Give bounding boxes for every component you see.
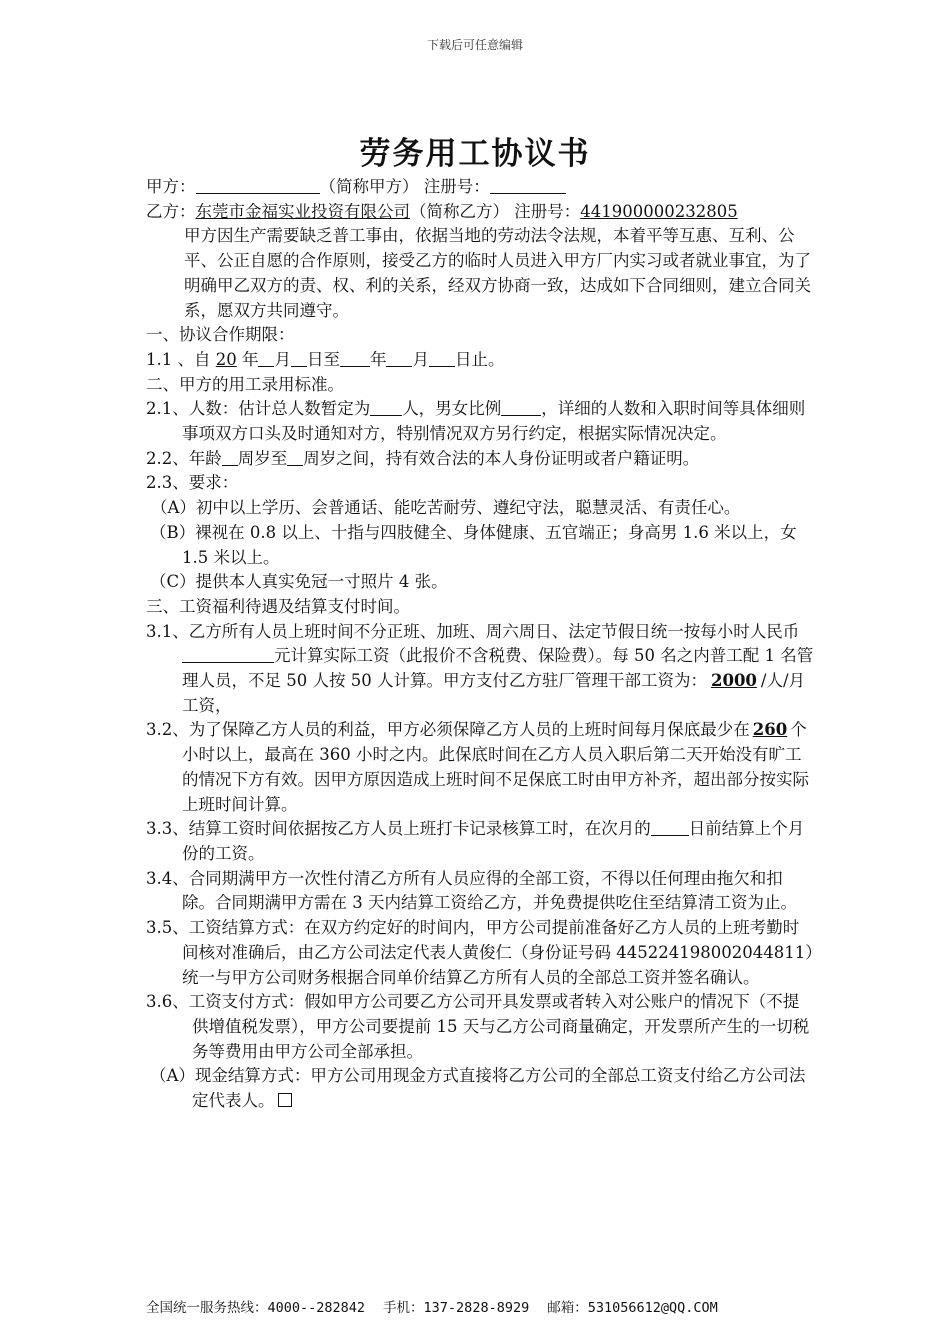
clause-2-2-text: 2.2、年龄 — [146, 448, 222, 468]
party-a-reg-blank[interactable] — [490, 177, 566, 194]
document-body — [146, 175, 814, 1114]
max-age-blank[interactable] — [287, 449, 303, 466]
start-day-blank[interactable] — [291, 350, 307, 367]
end-month-blank[interactable] — [386, 350, 412, 367]
clause-1-1 — [146, 348, 814, 373]
clause-3-3 — [146, 817, 814, 866]
clause-2-3: 2.3、要求： — [146, 473, 239, 493]
footer-mobile: 手机：137-2828-8929 — [383, 1300, 530, 1316]
clause-1-1-text: 年 — [236, 349, 259, 369]
clause-1-1-text: 月 — [274, 349, 291, 369]
gender-ratio-blank[interactable] — [501, 399, 541, 416]
checkbox-icon[interactable] — [278, 1093, 292, 1107]
party-a-name-blank[interactable] — [196, 177, 320, 194]
requirement-a: （A）初中以上学历、会普通话、能吃苦耐劳、遵纪守法，聪慧灵活、有责任心。 — [151, 498, 741, 518]
clause-2-1 — [146, 397, 814, 446]
start-year-value: 20 — [215, 349, 237, 369]
clause-3-1-text: /人/月工资， — [182, 671, 806, 715]
clause-3-2-text: 个小时以上，最高在 360 小时之内。此保底时间在乙方人员入职后第二天开始没有旷工的情况下方有效。因甲方原因造成上班时间不足保底工时由甲方补齐，超出部分按实际上班时间计算。 — [182, 720, 809, 814]
clause-3-6-a — [146, 1064, 814, 1113]
clause-2-1-text: ，详细的人数和入职时间等具体细则事项双方口头及时通知对方，特别情况双方另行约定，根据实际情况决定。 — [182, 399, 806, 444]
footer — [146, 1296, 846, 1316]
clause-2-2 — [146, 447, 814, 472]
clause-2-1-text: 人，男女比例 — [402, 399, 502, 419]
clause-1-1-text: 月 — [412, 349, 429, 369]
clause-1-1-text: 年 — [369, 349, 387, 369]
party-a-line — [146, 175, 814, 200]
party-b-mid: （简称乙方） 注册号： — [410, 201, 581, 221]
party-b-line — [146, 200, 814, 225]
section-3-heading: 三、工资福利待遇及结算支付时间。 — [146, 596, 410, 616]
clause-1-1-text: 日止。 — [454, 349, 505, 369]
intro-paragraph: 甲方因生产需要缺乏普工事由，依据当地的劳动法令法规，本着平等互惠、互利、公平、公正自愿的合作原则，接受乙方的临时人员进入甲方厂内实习或者就业事宜，为了明确甲乙双方的责、权、利的关系，经双方协商一致，达成如下合同细则，建立合同关系，愿双方共同遵守。 — [184, 226, 811, 320]
clause-3-1-text: 3.1、乙方所有人员上班时间不分正班、加班、周六周日、法定节假日统一按每小时人民币 — [146, 621, 800, 641]
clause-1-1-text: 日至 — [306, 349, 340, 369]
manager-salary-value: 2000 — [710, 671, 757, 691]
clause-3-1-text: 元计算实际工资（此报价不含税费、保险费）。每 50 名之内普工配 1 名管理人员，不足 50 人按 50 人计算。甲方支付乙方驻厂管理干部工资为： — [182, 646, 814, 691]
min-hours-value: 260 — [752, 720, 788, 740]
requirement-c: （C）提供本人真实免冠一寸照片 4 张。 — [150, 572, 448, 592]
party-b-reg-no: 441900000232805 — [580, 201, 738, 221]
clause-1-1-text: 1.1 、自 — [146, 349, 216, 369]
document-title: 劳务用工协议书 — [359, 136, 591, 172]
pay-day-blank[interactable] — [651, 819, 689, 836]
end-year-blank[interactable] — [340, 350, 370, 367]
party-a-label: 甲方： — [146, 177, 196, 196]
clause-3-4: 3.4、合同期满甲方一次性付清乙方所有人员应得的全部工资，不得以任何理由拖欠和扣除。合同期满甲方需在 3 天内结算工资给乙方，并免费提供吃住至结算清工资为止。 — [146, 868, 797, 913]
clause-2-2-text: 周岁至 — [237, 448, 288, 468]
footer-email: 邮箱：531056612@QQ.COM — [547, 1300, 718, 1316]
headcount-blank[interactable] — [370, 399, 402, 416]
footer-hotline: 全国统一服务热线：4000--282842 — [146, 1300, 366, 1316]
clause-2-2-text: 周岁之间，持有效合法的本人身份证明或者户籍证明。 — [303, 448, 700, 468]
clause-3-2 — [146, 718, 814, 817]
hourly-rate-blank[interactable] — [182, 646, 274, 663]
clause-3-3-text: 日前结算上个月份的工资。 — [182, 819, 805, 863]
min-age-blank[interactable] — [222, 449, 238, 466]
clause-3-1 — [146, 620, 814, 719]
clause-3-6-a-text: （A）现金结算方式：甲方公司用现金方式直接将乙方公司的全部总工资支付给乙方公司法定代表人。 — [150, 1066, 806, 1111]
party-b-name: 东莞市金福实业投资有限公司 — [195, 201, 410, 221]
header-note: 下载后可任意编辑 — [426, 38, 523, 52]
clause-3-3-text: 3.3、结算工资时间依据按乙方人员上班打卡记录核算工时，在次月的 — [146, 819, 651, 839]
party-b-label: 乙方： — [146, 201, 196, 221]
clause-3-2-text: 3.2、为了保障乙方人员的利益，甲方必须保障乙方人员的上班时间每月保底最少在 — [146, 720, 750, 740]
section-1-heading: 一、协议合作期限： — [146, 325, 295, 345]
clause-3-5: 3.5、工资结算方式：在双方约定好的时间内，甲方公司提前准备好乙方人员的上班考勤时间核对准确后，由乙方公司法定代表人黄俊仁（身份证号码 445224198002044811）统一与甲方公司财务根据合同单价结算乙方所有人员的全部总工资并签名确认。 — [146, 918, 814, 987]
clause-2-1-text: 2.1、人数：估计总人数暂定为 — [146, 399, 371, 419]
clause-3-6: 3.6、工资支付方式：假如甲方公司要乙方公司开具发票或者转入对公账户的情况下（不提供增值税发票），甲方公司要提前 15 天与乙方公司商量确定，开发票所产生的一切税务等费用由甲方公司全部承担。 — [146, 992, 810, 1061]
start-month-blank[interactable] — [258, 350, 274, 367]
party-a-mid: （简称甲方） 注册号： — [319, 177, 490, 196]
requirement-b: （B）裸视在 0.8 以上、十指与四肢健全、身体健康、五官端正；身高男 1.6 米以上，女 1.5 米以上。 — [150, 522, 797, 567]
section-2-heading: 二、甲方的用工录用标准。 — [146, 374, 344, 394]
end-day-blank[interactable] — [429, 350, 455, 367]
